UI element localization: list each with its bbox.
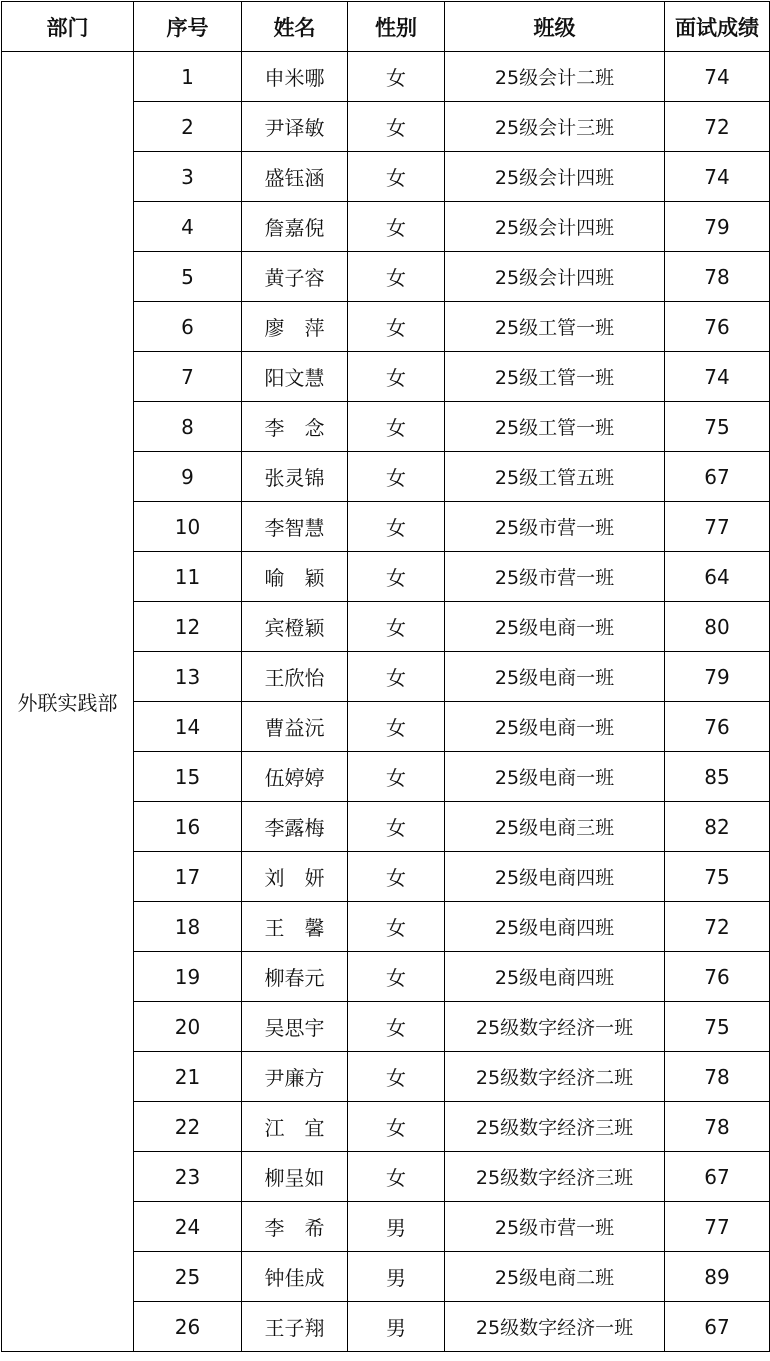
gender-cell: 女 bbox=[348, 1052, 445, 1102]
gender-cell: 女 bbox=[348, 402, 445, 452]
name-cell: 曹益沅 bbox=[242, 702, 348, 752]
score-cell: 89 bbox=[665, 1252, 770, 1302]
name-cell: 柳呈如 bbox=[242, 1152, 348, 1202]
name-cell: 詹嘉倪 bbox=[242, 202, 348, 252]
no-cell: 20 bbox=[134, 1002, 242, 1052]
no-cell: 18 bbox=[134, 902, 242, 952]
class-cell: 25级电商三班 bbox=[445, 802, 665, 852]
score-cell: 85 bbox=[665, 752, 770, 802]
roster-table bbox=[1, 1, 770, 1352]
no-cell: 17 bbox=[134, 852, 242, 902]
class-cell: 25级会计三班 bbox=[445, 102, 665, 152]
gender-cell: 女 bbox=[348, 652, 445, 702]
score-cell: 80 bbox=[665, 602, 770, 652]
class-cell: 25级工管一班 bbox=[445, 302, 665, 352]
no-cell: 24 bbox=[134, 1202, 242, 1252]
no-cell: 1 bbox=[134, 52, 242, 102]
score-cell: 76 bbox=[665, 702, 770, 752]
class-cell: 25级会计二班 bbox=[445, 52, 665, 102]
no-cell: 21 bbox=[134, 1052, 242, 1102]
score-cell: 75 bbox=[665, 402, 770, 452]
header-score: 面试成绩 bbox=[665, 2, 770, 52]
score-cell: 79 bbox=[665, 202, 770, 252]
no-cell: 9 bbox=[134, 452, 242, 502]
score-cell: 72 bbox=[665, 102, 770, 152]
score-cell: 74 bbox=[665, 52, 770, 102]
score-cell: 78 bbox=[665, 1102, 770, 1152]
class-cell: 25级数字经济三班 bbox=[445, 1102, 665, 1152]
name-cell: 黄子容 bbox=[242, 252, 348, 302]
class-cell: 25级电商二班 bbox=[445, 1252, 665, 1302]
gender-cell: 女 bbox=[348, 252, 445, 302]
score-cell: 74 bbox=[665, 152, 770, 202]
header-row bbox=[2, 2, 770, 52]
gender-cell: 女 bbox=[348, 552, 445, 602]
name-cell: 李 念 bbox=[242, 402, 348, 452]
name-cell: 宾橙颖 bbox=[242, 602, 348, 652]
name-cell: 钟佳成 bbox=[242, 1252, 348, 1302]
class-cell: 25级电商四班 bbox=[445, 852, 665, 902]
gender-cell: 女 bbox=[348, 952, 445, 1002]
gender-cell: 女 bbox=[348, 302, 445, 352]
name-cell: 阳文慧 bbox=[242, 352, 348, 402]
score-cell: 74 bbox=[665, 352, 770, 402]
name-cell: 江 宜 bbox=[242, 1102, 348, 1152]
name-cell: 尹廉方 bbox=[242, 1052, 348, 1102]
no-cell: 4 bbox=[134, 202, 242, 252]
no-cell: 5 bbox=[134, 252, 242, 302]
name-cell: 李 希 bbox=[242, 1202, 348, 1252]
name-cell: 尹译敏 bbox=[242, 102, 348, 152]
score-cell: 77 bbox=[665, 1202, 770, 1252]
gender-cell: 女 bbox=[348, 602, 445, 652]
name-cell: 伍婷婷 bbox=[242, 752, 348, 802]
name-cell: 李智慧 bbox=[242, 502, 348, 552]
gender-cell: 女 bbox=[348, 52, 445, 102]
gender-cell: 女 bbox=[348, 702, 445, 752]
score-cell: 67 bbox=[665, 452, 770, 502]
no-cell: 3 bbox=[134, 152, 242, 202]
class-cell: 25级会计四班 bbox=[445, 202, 665, 252]
class-cell: 25级电商一班 bbox=[445, 702, 665, 752]
no-cell: 12 bbox=[134, 602, 242, 652]
no-cell: 7 bbox=[134, 352, 242, 402]
table-header bbox=[2, 2, 770, 52]
gender-cell: 男 bbox=[348, 1302, 445, 1352]
score-cell: 82 bbox=[665, 802, 770, 852]
name-cell: 盛钰涵 bbox=[242, 152, 348, 202]
class-cell: 25级电商一班 bbox=[445, 602, 665, 652]
no-cell: 8 bbox=[134, 402, 242, 452]
class-cell: 25级电商一班 bbox=[445, 652, 665, 702]
gender-cell: 女 bbox=[348, 1102, 445, 1152]
score-cell: 72 bbox=[665, 902, 770, 952]
score-cell: 76 bbox=[665, 952, 770, 1002]
gender-cell: 男 bbox=[348, 1252, 445, 1302]
no-cell: 13 bbox=[134, 652, 242, 702]
no-cell: 11 bbox=[134, 552, 242, 602]
class-cell: 25级市营一班 bbox=[445, 1202, 665, 1252]
gender-cell: 女 bbox=[348, 152, 445, 202]
gender-cell: 女 bbox=[348, 802, 445, 852]
no-cell: 2 bbox=[134, 102, 242, 152]
name-cell: 刘 妍 bbox=[242, 852, 348, 902]
table-row bbox=[2, 52, 770, 102]
no-cell: 19 bbox=[134, 952, 242, 1002]
no-cell: 15 bbox=[134, 752, 242, 802]
no-cell: 10 bbox=[134, 502, 242, 552]
score-cell: 78 bbox=[665, 1052, 770, 1102]
class-cell: 25级数字经济二班 bbox=[445, 1052, 665, 1102]
name-cell: 吴思宇 bbox=[242, 1002, 348, 1052]
class-cell: 25级会计四班 bbox=[445, 252, 665, 302]
gender-cell: 女 bbox=[348, 352, 445, 402]
name-cell: 喻 颖 bbox=[242, 552, 348, 602]
gender-cell: 女 bbox=[348, 1152, 445, 1202]
gender-cell: 女 bbox=[348, 502, 445, 552]
class-cell: 25级数字经济三班 bbox=[445, 1152, 665, 1202]
score-cell: 75 bbox=[665, 1002, 770, 1052]
name-cell: 廖 萍 bbox=[242, 302, 348, 352]
score-cell: 67 bbox=[665, 1302, 770, 1352]
name-cell: 李露梅 bbox=[242, 802, 348, 852]
no-cell: 14 bbox=[134, 702, 242, 752]
gender-cell: 女 bbox=[348, 202, 445, 252]
header-no: 序号 bbox=[134, 2, 242, 52]
gender-cell: 女 bbox=[348, 452, 445, 502]
table-body bbox=[2, 52, 770, 1352]
no-cell: 23 bbox=[134, 1152, 242, 1202]
class-cell: 25级电商四班 bbox=[445, 902, 665, 952]
name-cell: 王欣怡 bbox=[242, 652, 348, 702]
no-cell: 22 bbox=[134, 1102, 242, 1152]
class-cell: 25级会计四班 bbox=[445, 152, 665, 202]
score-cell: 75 bbox=[665, 852, 770, 902]
class-cell: 25级工管一班 bbox=[445, 402, 665, 452]
class-cell: 25级数字经济一班 bbox=[445, 1302, 665, 1352]
class-cell: 25级市营一班 bbox=[445, 502, 665, 552]
gender-cell: 女 bbox=[348, 852, 445, 902]
gender-cell: 女 bbox=[348, 902, 445, 952]
gender-cell: 女 bbox=[348, 1002, 445, 1052]
no-cell: 6 bbox=[134, 302, 242, 352]
score-cell: 76 bbox=[665, 302, 770, 352]
gender-cell: 女 bbox=[348, 102, 445, 152]
class-cell: 25级电商四班 bbox=[445, 952, 665, 1002]
name-cell: 张灵锦 bbox=[242, 452, 348, 502]
score-cell: 67 bbox=[665, 1152, 770, 1202]
score-cell: 64 bbox=[665, 552, 770, 602]
class-cell: 25级市营一班 bbox=[445, 552, 665, 602]
no-cell: 26 bbox=[134, 1302, 242, 1352]
no-cell: 25 bbox=[134, 1252, 242, 1302]
class-cell: 25级工管一班 bbox=[445, 352, 665, 402]
department-cell: 外联实践部 bbox=[2, 52, 134, 1352]
header-gender: 性别 bbox=[348, 2, 445, 52]
gender-cell: 女 bbox=[348, 752, 445, 802]
gender-cell: 男 bbox=[348, 1202, 445, 1252]
class-cell: 25级工管五班 bbox=[445, 452, 665, 502]
class-cell: 25级数字经济一班 bbox=[445, 1002, 665, 1052]
header-class: 班级 bbox=[445, 2, 665, 52]
score-cell: 78 bbox=[665, 252, 770, 302]
header-dept: 部门 bbox=[2, 2, 134, 52]
name-cell: 王 馨 bbox=[242, 902, 348, 952]
no-cell: 16 bbox=[134, 802, 242, 852]
score-cell: 77 bbox=[665, 502, 770, 552]
score-cell: 79 bbox=[665, 652, 770, 702]
name-cell: 申米哪 bbox=[242, 52, 348, 102]
name-cell: 王子翔 bbox=[242, 1302, 348, 1352]
name-cell: 柳春元 bbox=[242, 952, 348, 1002]
class-cell: 25级电商一班 bbox=[445, 752, 665, 802]
header-name: 姓名 bbox=[242, 2, 348, 52]
